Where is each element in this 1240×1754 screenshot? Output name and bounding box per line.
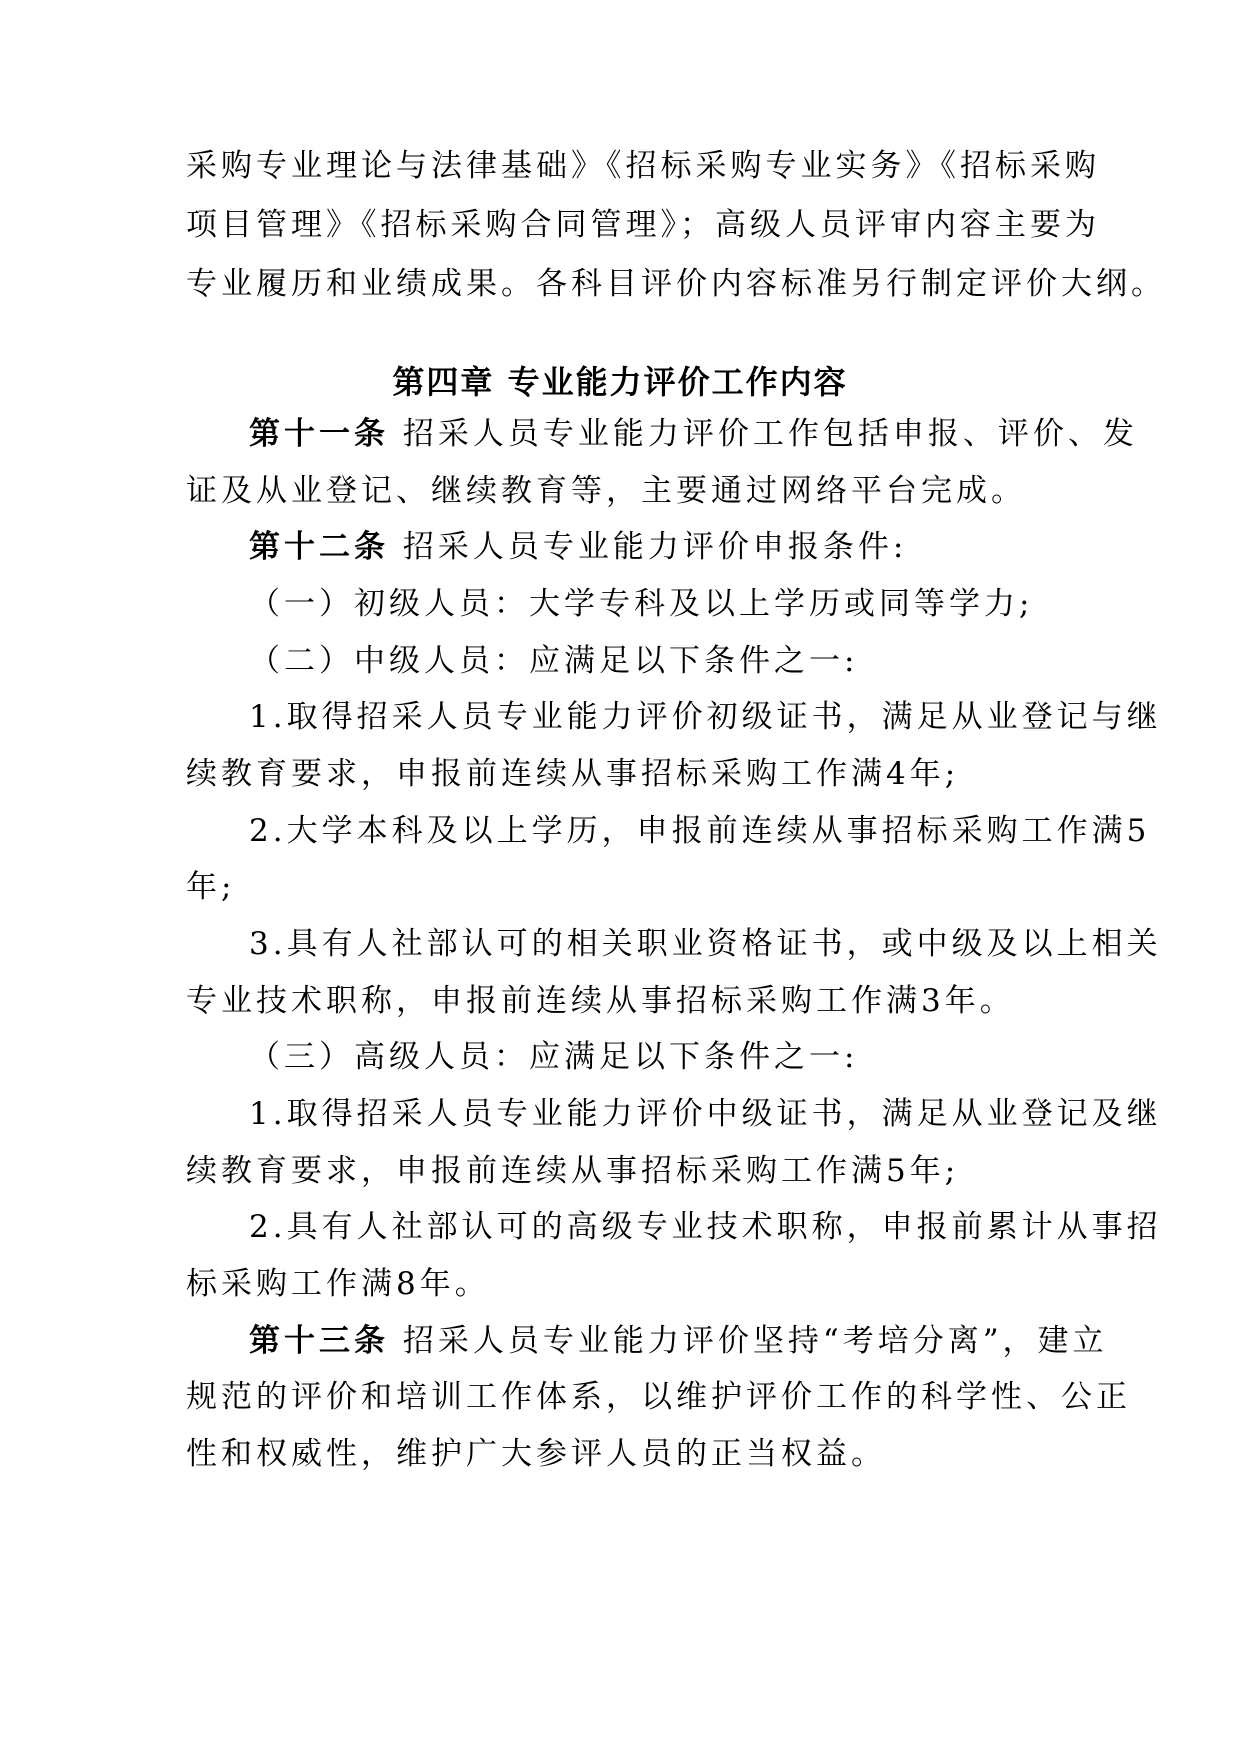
intermediate-item-1-line-2: 续教育要求，申报前连续从事招标采购工作满4年; [186, 756, 960, 792]
article-13-label: 第十三条 [249, 1323, 389, 1359]
article-13-line-1 [249, 1321, 1108, 1361]
article-13-line-2: 规范的评价和培训工作体系，以维护评价工作的科学性、公正 [186, 1379, 1131, 1415]
article-12-label: 第十二条 [249, 529, 389, 565]
junior-condition: （一）初级人员：大学专科及以上学历或同等学力; [249, 586, 1034, 622]
article-13-line-3: 性和权威性，维护广大参评人员的正当权益。 [186, 1436, 886, 1472]
intermediate-item-2-line-2: 年; [186, 869, 236, 905]
senior-item-2-line-2: 标采购工作满8年。 [186, 1266, 490, 1302]
article-12-line [249, 527, 1066, 567]
intermediate-item-1-line-1: 1.取得招采人员专业能力评价初级证书，满足从业登记与继 [249, 699, 1162, 735]
article-11-line-1 [249, 414, 1138, 454]
intermediate-item-2-line-1: 2.大学本科及以上学历，申报前连续从事招标采购工作满5 [249, 813, 1151, 849]
article-11-line-2: 证及从业登记、继续教育等，主要通过网络平台完成。 [186, 473, 1026, 509]
senior-item-1-line-2: 续教育要求，申报前连续从事招标采购工作满5年; [186, 1153, 960, 1189]
senior-item-2-line-1: 2.具有人社部认可的高级专业技术职称，申报前累计从事招 [249, 1209, 1162, 1245]
chapter-heading: 第四章 专业能力评价工作内容 [392, 363, 848, 401]
intro-line-1: 采购专业理论与法律基础》《招标采购专业实务》《招标采购 [186, 148, 1100, 184]
article-11-label: 第十一条 [249, 416, 389, 452]
senior-heading: （三）高级人员：应满足以下条件之一: [249, 1039, 859, 1075]
intro-line-2: 项目管理》《招标采购合同管理》；高级人员评审内容主要为 [186, 207, 1100, 243]
senior-item-1-line-1: 1.取得招采人员专业能力评价中级证书，满足从业登记及继 [249, 1096, 1162, 1132]
intro-line-3: 专业履历和业绩成果。各科目评价内容标准另行制定评价大纲。 [186, 266, 1166, 302]
intermediate-item-3-line-1: 3.具有人社部认可的相关职业资格证书，或中级及以上相关 [249, 926, 1162, 962]
intermediate-heading: （二）中级人员：应满足以下条件之一: [249, 643, 859, 679]
article-12-text: 招采人员专业能力评价申报条件: [402, 529, 908, 565]
intermediate-item-3-line-2: 专业技术职称，申报前连续从事招标采购工作满3年。 [186, 983, 1015, 1019]
article-13-text-1: 招采人员专业能力评价坚持“考培分离”，建立 [402, 1323, 1108, 1359]
article-11-text-1: 招采人员专业能力评价工作包括申报、评价、发 [402, 416, 1138, 452]
